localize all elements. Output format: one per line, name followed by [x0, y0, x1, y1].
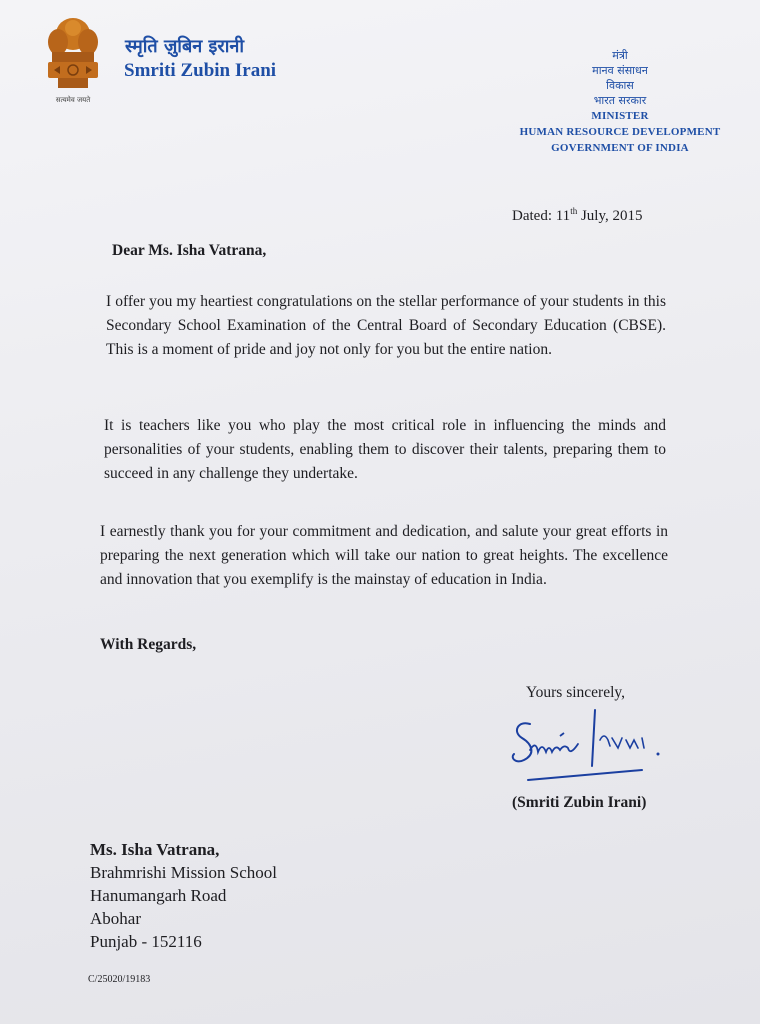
- emblem-motto: सत्यमेव जयते: [55, 96, 91, 104]
- handwritten-signature: [500, 706, 680, 786]
- body-paragraph: I offer you my heartiest congratulations on the stellar performance of your students in this Secondary School Examination of the Central Board of Secondary Education (CBSE). This is a moment of pride and joy not only for you but the entire nation.: [106, 293, 666, 358]
- recipient-line: Punjab - 152116: [90, 932, 202, 951]
- date-rest: July, 2015: [577, 208, 643, 224]
- recipient-line: Hanumangarh Road: [90, 886, 227, 905]
- designation-english-line: GOVERNMENT OF INDIA: [551, 142, 689, 154]
- letterhead-name-hindi: स्मृति ज़ुबिन इरानी: [125, 36, 245, 57]
- letter-date: [512, 206, 642, 225]
- date-ordinal: th: [570, 206, 578, 216]
- recipient-line: Ms. Isha Vatrana,: [90, 840, 220, 859]
- recipient-address: [90, 838, 277, 953]
- closing: Yours sincerely,: [526, 684, 626, 701]
- salutation: Dear Ms. Isha Vatrana,: [112, 242, 267, 259]
- reference-number: C/25020/19183: [88, 974, 151, 985]
- letterhead-name-english: Smriti Zubin Irani: [124, 60, 277, 81]
- body-paragraph: It is teachers like you who play the most critical role in influencing the minds and personalities of your students, enabling them to discover their talents, preparing them to succeed in any challenge they undertake.: [104, 417, 666, 482]
- designation-hindi-line: मंत्री: [612, 49, 628, 62]
- regards: With Regards,: [100, 636, 197, 653]
- national-emblem-icon: [38, 12, 108, 112]
- designation-hindi-line: मानव संसाधन: [592, 64, 648, 77]
- designation-english-line: MINISTER: [591, 110, 649, 122]
- designation-block: [470, 48, 760, 156]
- designation-hindi-line: विकास: [606, 79, 634, 92]
- designation-english-line: HUMAN RESOURCE DEVELOPMENT: [519, 126, 721, 138]
- recipient-line: Brahmrishi Mission School: [90, 863, 278, 882]
- designation-hindi-line: भारत सरकार: [593, 94, 647, 107]
- date-prefix: Dated: 11: [512, 208, 571, 224]
- recipient-line: Abohar: [90, 909, 141, 928]
- body-paragraph: I earnestly thank you for your commitment and dedication, and salute your great efforts in preparing the next generation which will take our nation to great heights. The excellence and innovation that you exemplify is the mainstay of education in India.: [100, 523, 668, 588]
- signer-name: (Smriti Zubin Irani): [512, 794, 647, 811]
